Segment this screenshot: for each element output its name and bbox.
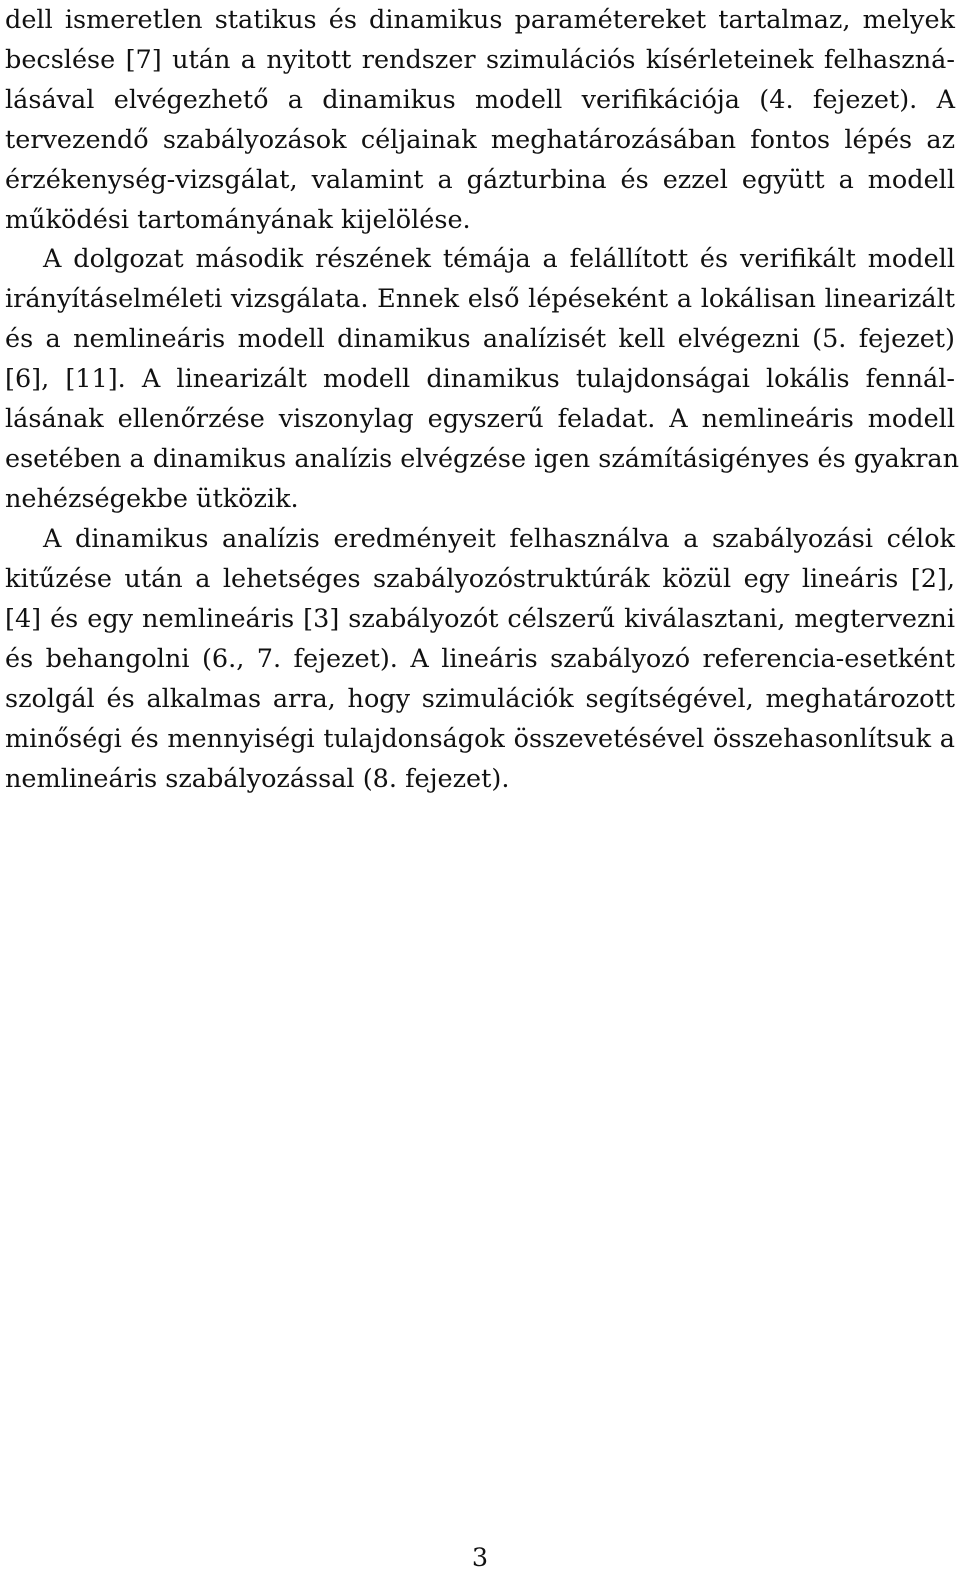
text-line: nehézségekbe ütközik. <box>5 484 299 514</box>
text-line: kitűzése után a lehetséges szabályozóstruktúrák közül egy lineáris [2], <box>5 564 955 594</box>
text-line: esetében a dinamikus analízis elvégzése igen számításigényes és gyakran <box>5 444 960 474</box>
text-line: és a nemlineáris modell dinamikus analízisét kell elvégezni (5. fejezet) <box>5 324 955 354</box>
text-line: szolgál és alkalmas arra, hogy szimulációk segítségével, meghatározott <box>5 684 955 714</box>
text-line: becslése [7] után a nyitott rendszer szimulációs kísérleteinek felhaszná- <box>5 45 955 75</box>
text-line: [4] és egy nemlineáris [3] szabályozót célszerű kiválasztani, megtervezni <box>5 604 955 634</box>
text-line: irányításelméleti vizsgálata. Ennek első lépéseként a lokálisan linearizált <box>5 284 955 314</box>
text-line: A dolgozat második részének témája a felállított és verifikált modell <box>43 244 955 274</box>
text-line: és behangolni (6., 7. fejezet). A lineáris szabályozó referencia-esetként <box>5 644 955 674</box>
page-number: 3 <box>471 1543 489 1573</box>
text-line: dell ismeretlen statikus és dinamikus paramétereket tartalmaz, melyek <box>5 5 955 35</box>
text-line: tervezendő szabályozások céljainak meghatározásában fontos lépés az <box>5 125 955 155</box>
text-line: A dinamikus analízis eredményeit felhasználva a szabályozási célok <box>43 524 955 554</box>
text-line: minőségi és mennyiségi tulajdonságok összevetésével összehasonlítsuk a <box>5 724 955 754</box>
text-line: lásának ellenőrzése viszonylag egyszerű feladat. A nemlineáris modell <box>5 404 955 434</box>
text-line: érzékenység-vizsgálat, valamint a gázturbina és ezzel együtt a modell <box>5 165 955 195</box>
text-line: működési tartományának kijelölése. <box>5 205 471 235</box>
text-line: nemlineáris szabályozással (8. fejezet). <box>5 764 510 794</box>
text-line: [6], [11]. A linearizált modell dinamikus tulajdonságai lokális fennál- <box>5 364 955 394</box>
text-line: lásával elvégezhető a dinamikus modell verifikációja (4. fejezet). A <box>5 85 955 115</box>
